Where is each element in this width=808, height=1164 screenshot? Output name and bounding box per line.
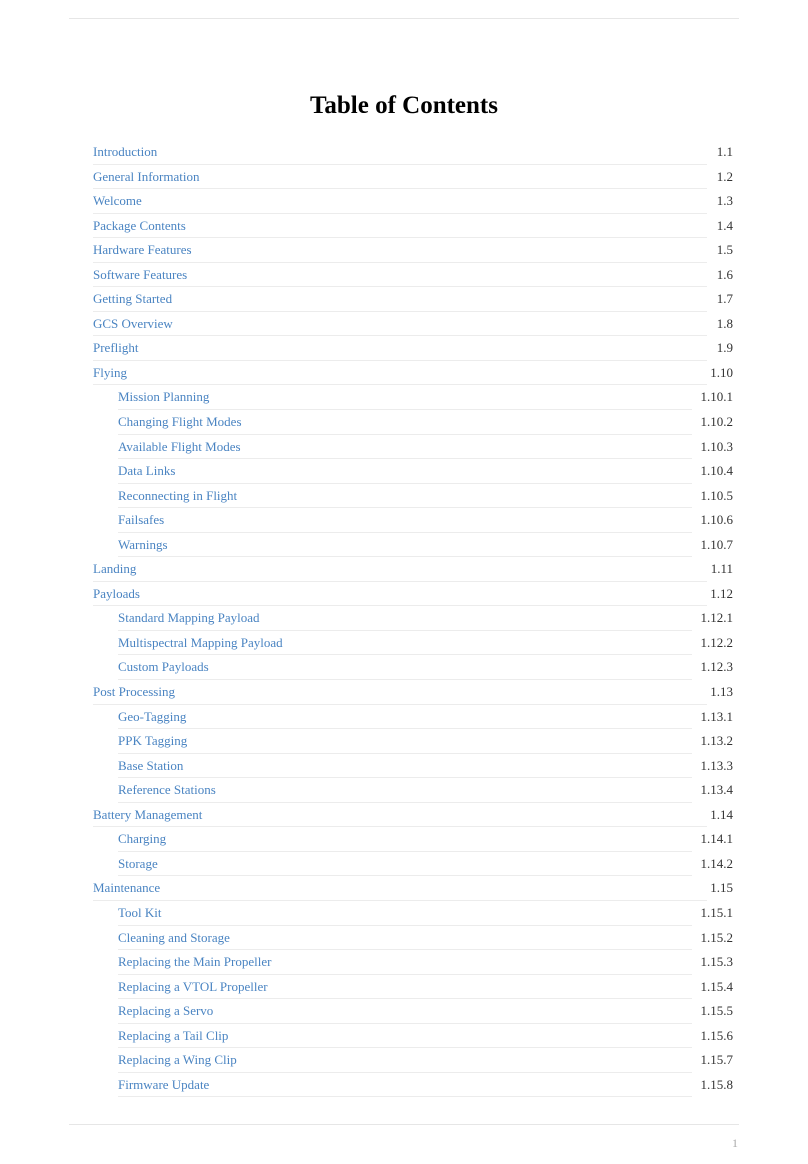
toc-entry-link[interactable]: General Information bbox=[93, 168, 200, 184]
toc-entry bbox=[93, 533, 733, 558]
toc-entry bbox=[93, 459, 733, 484]
toc-entry-number: 1.15.8 bbox=[700, 1076, 733, 1092]
toc-entry-number: 1.13.1 bbox=[700, 708, 733, 724]
toc-entry bbox=[93, 312, 733, 337]
toc-entry bbox=[93, 1048, 733, 1073]
toc-entry-link[interactable]: Hardware Features bbox=[93, 242, 192, 258]
toc-entry bbox=[93, 803, 733, 828]
toc-entry-link[interactable]: Cleaning and Storage bbox=[118, 929, 230, 945]
toc-entry-underline bbox=[118, 1096, 692, 1097]
toc-entry-link[interactable]: Firmware Update bbox=[118, 1076, 210, 1092]
toc-entry-link[interactable]: Warnings bbox=[118, 536, 168, 552]
toc-entry-number: 1.4 bbox=[716, 217, 733, 233]
toc-entry-number: 1.6 bbox=[716, 266, 733, 282]
toc-entry bbox=[93, 655, 733, 680]
toc-entry-link[interactable]: Replacing the Main Propeller bbox=[118, 954, 272, 970]
toc-entry-link[interactable]: Replacing a Tail Clip bbox=[118, 1027, 229, 1043]
toc-entry-number: 1.15.1 bbox=[700, 904, 733, 920]
toc-entry bbox=[93, 926, 733, 951]
toc-entry bbox=[93, 165, 733, 190]
toc-entry-number: 1.10.2 bbox=[700, 414, 733, 430]
toc-entry-link[interactable]: Replacing a Wing Clip bbox=[118, 1052, 237, 1068]
toc-entry-link[interactable]: Introduction bbox=[93, 144, 158, 159]
toc-entry bbox=[93, 140, 733, 165]
toc-entry bbox=[93, 484, 733, 509]
toc-entry-link[interactable]: Welcome bbox=[93, 193, 142, 209]
toc-entry-link[interactable]: GCS Overview bbox=[93, 315, 173, 331]
toc-entry-number: 1.9 bbox=[716, 340, 733, 356]
toc-entry bbox=[93, 287, 733, 312]
toc-entry-link[interactable]: Storage bbox=[118, 855, 158, 871]
toc-entry-number: 1.12.2 bbox=[700, 634, 733, 650]
toc-entry-link[interactable]: Package Contents bbox=[93, 217, 186, 233]
toc-entry-link[interactable]: Geo-Tagging bbox=[118, 708, 187, 724]
toc-entry bbox=[93, 214, 733, 239]
toc-entry-link[interactable]: Battery Management bbox=[93, 806, 203, 822]
toc-entry-link[interactable]: Reconnecting in Flight bbox=[118, 487, 238, 503]
toc-entry-number: 1.2 bbox=[716, 168, 733, 184]
toc-entry-number: 1.10.3 bbox=[700, 438, 733, 454]
toc-entry-number: 1.15.3 bbox=[700, 954, 733, 970]
toc-entry-link[interactable]: Replacing a Servo bbox=[118, 1003, 214, 1019]
page-number: 1 bbox=[732, 1136, 738, 1150]
toc-entry-number: 1.11 bbox=[710, 561, 733, 577]
toc-entry-number: 1.13.2 bbox=[700, 733, 733, 749]
toc-entry bbox=[93, 582, 733, 607]
toc-entry-link[interactable]: Standard Mapping Payload bbox=[118, 610, 260, 626]
toc-entry-link[interactable]: Multispectral Mapping Payload bbox=[118, 634, 283, 650]
page-title: Table of Contents bbox=[310, 92, 498, 119]
toc-entry bbox=[93, 189, 733, 214]
toc-entry-number: 1.12.3 bbox=[700, 659, 733, 675]
toc-entry-link[interactable]: Changing Flight Modes bbox=[118, 414, 242, 430]
toc-entry-number: 1.10.1 bbox=[700, 389, 733, 405]
toc-entry-number: 1.13.4 bbox=[700, 782, 733, 798]
toc-entry-number: 1.13.3 bbox=[700, 757, 733, 773]
toc-entry bbox=[93, 606, 733, 631]
toc-entry bbox=[93, 410, 733, 435]
toc-entry-link[interactable]: Tool Kit bbox=[118, 904, 162, 920]
toc-entry bbox=[93, 508, 733, 533]
toc-entry-number: 1.7 bbox=[716, 291, 733, 307]
toc-entry bbox=[93, 680, 733, 705]
toc-entry-number: 1.5 bbox=[716, 242, 733, 258]
toc-entry bbox=[93, 754, 733, 779]
toc-entry-link[interactable]: Charging bbox=[118, 831, 167, 847]
toc-entry bbox=[93, 238, 733, 263]
toc-entry-number: 1.13 bbox=[710, 684, 733, 700]
toc-entry-number: 1.1 bbox=[716, 144, 733, 159]
toc-entry bbox=[93, 975, 733, 1000]
toc-entry-link[interactable]: Base Station bbox=[118, 757, 184, 773]
toc-entry bbox=[93, 1024, 733, 1049]
toc-entry-link[interactable]: Landing bbox=[93, 561, 137, 577]
toc-entry-link[interactable]: Failsafes bbox=[118, 512, 165, 528]
toc-entry bbox=[93, 385, 733, 410]
toc-entry bbox=[93, 901, 733, 926]
toc-entry bbox=[93, 631, 733, 656]
toc-entry-number: 1.15.7 bbox=[700, 1052, 733, 1068]
toc-entry bbox=[93, 729, 733, 754]
toc-entry-link[interactable]: Software Features bbox=[93, 266, 188, 282]
toc-entry-link[interactable]: Payloads bbox=[93, 585, 140, 601]
toc-entry bbox=[93, 876, 733, 901]
toc-entry-number: 1.14.1 bbox=[700, 831, 733, 847]
footer-rule bbox=[69, 1124, 739, 1125]
toc-entry-link[interactable]: Getting Started bbox=[93, 291, 173, 307]
toc-entry bbox=[93, 852, 733, 877]
toc-entry bbox=[93, 999, 733, 1024]
toc-entry-number: 1.15.4 bbox=[700, 978, 733, 994]
toc-entry-link[interactable]: Custom Payloads bbox=[118, 659, 209, 675]
toc-entry-number: 1.15 bbox=[710, 880, 733, 896]
toc-entry-link[interactable]: Reference Stations bbox=[118, 782, 216, 798]
toc-entry-link[interactable]: Available Flight Modes bbox=[118, 438, 241, 454]
toc-entry-number: 1.15.5 bbox=[700, 1003, 733, 1019]
toc-entry-link[interactable]: Mission Planning bbox=[118, 389, 210, 405]
header-rule bbox=[69, 18, 739, 19]
toc-entry-number: 1.8 bbox=[716, 315, 733, 331]
toc-entry-number: 1.10.6 bbox=[700, 512, 733, 528]
toc-entry bbox=[93, 263, 733, 288]
toc-entry-link[interactable]: Flying bbox=[93, 364, 127, 380]
table-of-contents bbox=[93, 140, 733, 1097]
toc-entry bbox=[93, 557, 733, 582]
toc-entry bbox=[93, 827, 733, 852]
toc-entry-link[interactable]: Preflight bbox=[93, 340, 139, 356]
toc-entry-number: 1.12.1 bbox=[700, 610, 733, 626]
toc-entry-number: 1.12 bbox=[710, 585, 733, 601]
toc-entry bbox=[93, 950, 733, 975]
toc-entry-number: 1.3 bbox=[716, 193, 733, 209]
toc-entry-link[interactable]: PPK Tagging bbox=[118, 733, 188, 749]
toc-entry-number: 1.14 bbox=[710, 806, 733, 822]
toc-entry bbox=[93, 361, 733, 386]
toc-entry bbox=[93, 336, 733, 361]
toc-entry-number: 1.10.7 bbox=[700, 536, 733, 552]
toc-entry-link[interactable]: Maintenance bbox=[93, 880, 161, 896]
toc-entry-number: 1.15.6 bbox=[700, 1027, 733, 1043]
toc-entry bbox=[93, 435, 733, 460]
toc-entry-number: 1.10.4 bbox=[700, 463, 733, 479]
toc-entry-number: 1.15.2 bbox=[700, 929, 733, 945]
toc-entry-number: 1.10.5 bbox=[700, 487, 733, 503]
toc-entry-link[interactable]: Replacing a VTOL Propeller bbox=[118, 978, 268, 994]
toc-entry bbox=[93, 778, 733, 803]
toc-entry-link[interactable]: Data Links bbox=[118, 463, 176, 479]
toc-entry bbox=[93, 1073, 733, 1098]
toc-entry bbox=[93, 705, 733, 730]
toc-entry-number: 1.10 bbox=[710, 364, 733, 380]
toc-entry-number: 1.14.2 bbox=[700, 855, 733, 871]
toc-entry-link[interactable]: Post Processing bbox=[93, 684, 175, 700]
